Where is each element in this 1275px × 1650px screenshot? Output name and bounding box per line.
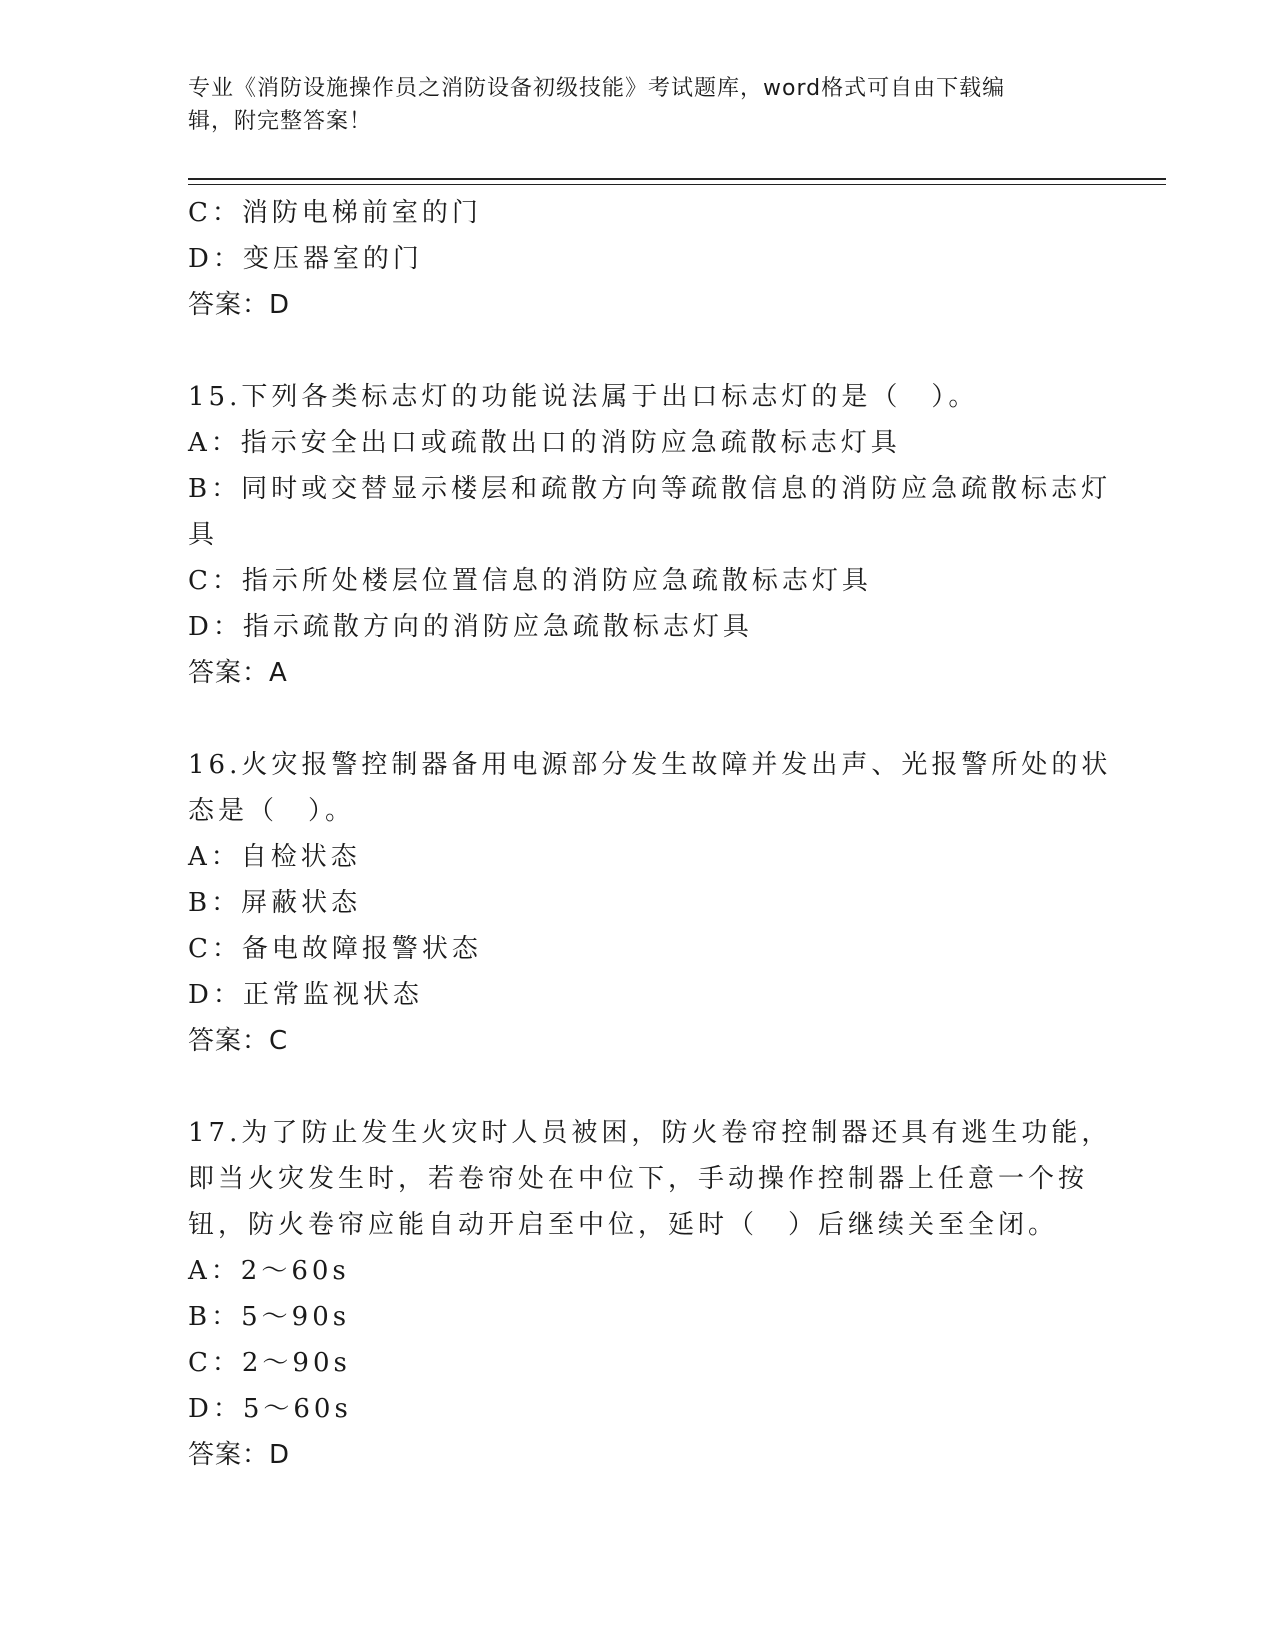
option-a: A：自检状态 [188,842,361,872]
option-a: A：指示安全出口或疏散出口的消防应急疏散标志灯具 [188,428,901,458]
option-c: C：备电故障报警状态 [188,934,482,964]
header-text-line-1: 专业《消防设施操作员之消防设备初级技能》考试题库，word格式可自由下载编 [188,76,1006,101]
question-stem-line-2: 态是（ ）。 [188,796,356,826]
answer-line: 答案：C [188,1026,289,1056]
document-body [188,190,1112,1478]
header-divider-thin [188,184,1166,185]
spacer [188,696,1088,742]
question-16 [188,742,1112,1064]
spacer [188,328,1088,374]
option-c: C：消防电梯前室的门 [188,198,482,228]
option-b: B：屏蔽状态 [188,888,362,918]
option-d: D：正常监视状态 [188,980,423,1010]
option-d: D：变压器室的门 [188,244,423,274]
answer-line: 答案：D [188,1440,291,1470]
option-b-line-2: 具 [188,520,219,550]
answer-line: 答案：D [188,290,291,320]
option-c: C：2～90s [188,1348,351,1378]
question-stem: 15.下列各类标志灯的功能说法属于出口标志灯的是（ ）。 [188,382,979,412]
document-header [188,72,1068,138]
question-17 [188,1110,1112,1478]
option-b-line-1: B：同时或交替显示楼层和疏散方向等疏散信息的消防应急疏散标志灯 [188,474,1112,504]
question-15 [188,374,1112,696]
option-a: A：2～60s [188,1256,350,1286]
answer-line: 答案：A [188,658,288,688]
question-stem-line-1: 16.火灾报警控制器备用电源部分发生故障并发出声、光报警所处的状 [188,750,1112,780]
option-d: D：指示疏散方向的消防应急疏散标志灯具 [188,612,753,642]
question-stem-line-2: 即当火灾发生时，若卷帘处在中位下，手动操作控制器上任意一个按 [188,1164,1089,1194]
question-14-tail [188,190,1088,328]
option-d: D：5～60s [188,1394,352,1424]
spacer [188,1064,1088,1110]
header-text-line-2: 辑，附完整答案！ [188,109,373,134]
header-divider-thick [188,178,1166,180]
option-c: C：指示所处楼层位置信息的消防应急疏散标志灯具 [188,566,872,596]
question-stem-line-1: 17.为了防止发生火灾时人员被困，防火卷帘控制器还具有逃生功能， [188,1118,1112,1148]
option-b: B：5～90s [188,1302,351,1332]
question-stem-line-3: 钮，防火卷帘应能自动开启至中位，延时（ ）后继续关至全闭。 [188,1210,1059,1240]
